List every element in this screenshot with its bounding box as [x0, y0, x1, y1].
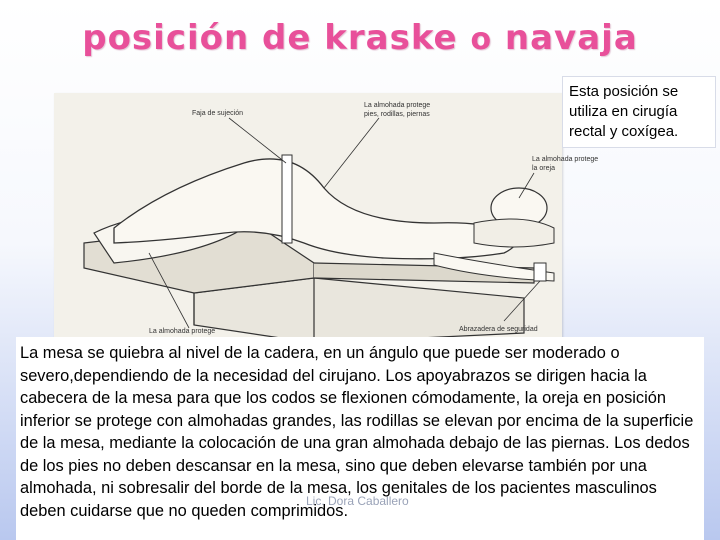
title-connector: o: [470, 22, 493, 57]
kraske-position-illustration: [54, 93, 599, 343]
label-bottom-pillow: La almohada protege: [149, 328, 216, 335]
label-ear-pillow-2: la oreja: [532, 165, 555, 172]
arm-clamp: [534, 263, 546, 281]
label-ear-pillow-1: La almohada protege: [532, 156, 599, 163]
illustration-drawing: [54, 93, 599, 343]
label-safety-clamp: Abrazadera de seguridad: [459, 326, 538, 333]
title-last: navaja: [504, 18, 638, 58]
page-title: [0, 18, 720, 58]
author-credit: Lic. Dora Caballero: [306, 494, 409, 508]
label-legs-pillow-2: pies, rodillas, piernas: [364, 111, 430, 118]
safety-strap: [282, 155, 292, 243]
head-pillow: [474, 219, 554, 247]
title-main: posición de kraske: [82, 18, 458, 58]
label-legs-pillow-1: La almohada protege: [364, 102, 431, 109]
description-paragraph: La mesa se quiebra al nivel de la cadera, en un ángulo que puede ser moderado o severo,dependiendo de la necesidad del cirujano. Los apoyabrazos se dirigen hacia la cabecera de la mesa para que los codos se flexionen cómodamente, la oreja en posición inferior se protege con almohadas grandes, las rodillas se elevan por encima de la superficie de la mesa, mediante la colocación de una gran almohada debajo de las piernas. Los dedos de los pies no deben descansar en la mesa, sino que deben elevarse también por una almohada, ni sobresalir del borde de la mesa, los genitales de los pacientes masculinos deben cuidarse que no queden comprimidos.: [16, 337, 704, 540]
side-note: Esta posición se utiliza en cirugía rectal y coxígea.: [562, 76, 716, 148]
label-strap: Faja de sujeción: [192, 110, 243, 117]
